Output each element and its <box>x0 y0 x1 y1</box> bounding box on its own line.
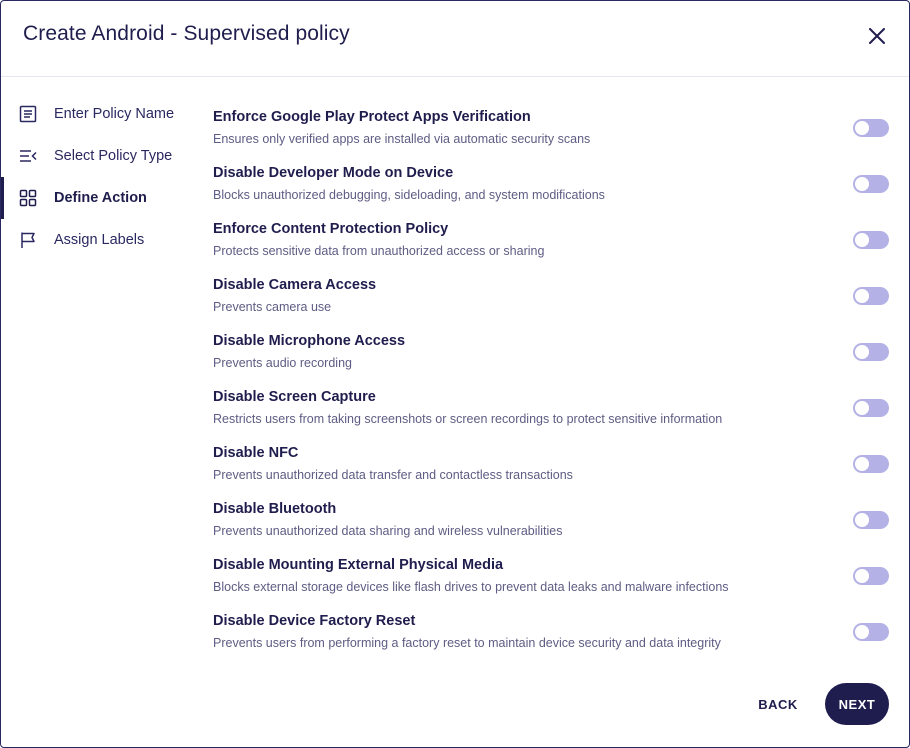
action-title: Enforce Content Protection Policy <box>213 221 449 237</box>
toggle-knob <box>855 177 869 191</box>
toggle-knob <box>855 625 869 639</box>
action-description: Restricts users from taking screenshots or screen recordings to protect sensitive information <box>213 412 723 426</box>
action-title: Disable NFC <box>213 445 299 461</box>
action-description: Prevents unauthorized data sharing and wireless vulnerabilities <box>213 524 563 538</box>
action-title: Disable Microphone Access <box>213 333 406 349</box>
action-row <box>213 437 893 493</box>
action-row <box>213 269 893 325</box>
action-title: Disable Screen Capture <box>213 389 376 405</box>
flag-icon <box>19 231 37 249</box>
step-label: Assign Labels <box>54 232 145 248</box>
action-description: Prevents camera use <box>213 300 332 314</box>
back-button[interactable]: BACK <box>747 685 809 723</box>
action-row <box>213 213 893 269</box>
action-title: Enforce Google Play Protect Apps Verification <box>213 109 531 125</box>
action-list <box>213 101 893 661</box>
action-title: Disable Mounting External Physical Media <box>213 557 504 573</box>
grid-icon <box>19 189 37 207</box>
action-toggle[interactable] <box>853 231 889 249</box>
step-define-action[interactable] <box>1 177 196 219</box>
step-enter-policy-name[interactable] <box>1 93 196 135</box>
toggle-knob <box>855 569 869 583</box>
action-description: Blocks external storage devices like flash drives to prevent data leaks and malware infections <box>213 580 729 594</box>
action-description: Prevents audio recording <box>213 356 352 370</box>
action-description: Prevents users from performing a factory reset to maintain device security and data integrity <box>213 636 721 650</box>
toggle-knob <box>855 233 869 247</box>
action-toggle[interactable] <box>853 567 889 585</box>
action-toggle[interactable] <box>853 287 889 305</box>
action-row <box>213 549 893 605</box>
step-assign-labels[interactable] <box>1 219 196 261</box>
toggle-knob <box>855 345 869 359</box>
dialog-title: Create Android - Supervised policy <box>23 22 350 45</box>
close-icon[interactable] <box>865 24 889 48</box>
action-title: Disable Device Factory Reset <box>213 613 416 629</box>
list-select-icon <box>19 147 37 165</box>
action-toggle[interactable] <box>853 455 889 473</box>
toggle-knob <box>855 513 869 527</box>
action-row <box>213 157 893 213</box>
step-label: Enter Policy Name <box>54 106 175 122</box>
action-toggle[interactable] <box>853 175 889 193</box>
action-toggle[interactable] <box>853 343 889 361</box>
action-row <box>213 493 893 549</box>
action-toggle[interactable] <box>853 511 889 529</box>
toggle-knob <box>855 457 869 471</box>
action-title: Disable Camera Access <box>213 277 377 293</box>
action-description: Blocks unauthorized debugging, sideloading, and system modifications <box>213 188 605 202</box>
toggle-knob <box>855 401 869 415</box>
document-icon <box>19 105 37 123</box>
action-description: Protects sensitive data from unauthorized access or sharing <box>213 244 545 258</box>
action-toggle[interactable] <box>853 623 889 641</box>
next-button[interactable]: NEXT <box>825 683 889 725</box>
action-row <box>213 101 893 157</box>
dialog-header <box>1 1 909 77</box>
action-title: Disable Bluetooth <box>213 501 337 517</box>
step-label: Select Policy Type <box>54 148 173 164</box>
action-description: Prevents unauthorized data transfer and contactless transactions <box>213 468 573 482</box>
wizard-steps <box>1 93 196 261</box>
action-description: Ensures only verified apps are installed via automatic security scans <box>213 132 591 146</box>
toggle-knob <box>855 121 869 135</box>
action-title: Disable Developer Mode on Device <box>213 165 454 181</box>
toggle-knob <box>855 289 869 303</box>
action-row <box>213 605 893 661</box>
action-row <box>213 325 893 381</box>
step-select-policy-type[interactable] <box>1 135 196 177</box>
action-row <box>213 381 893 437</box>
action-toggle[interactable] <box>853 399 889 417</box>
action-toggle[interactable] <box>853 119 889 137</box>
step-label: Define Action <box>54 190 147 206</box>
